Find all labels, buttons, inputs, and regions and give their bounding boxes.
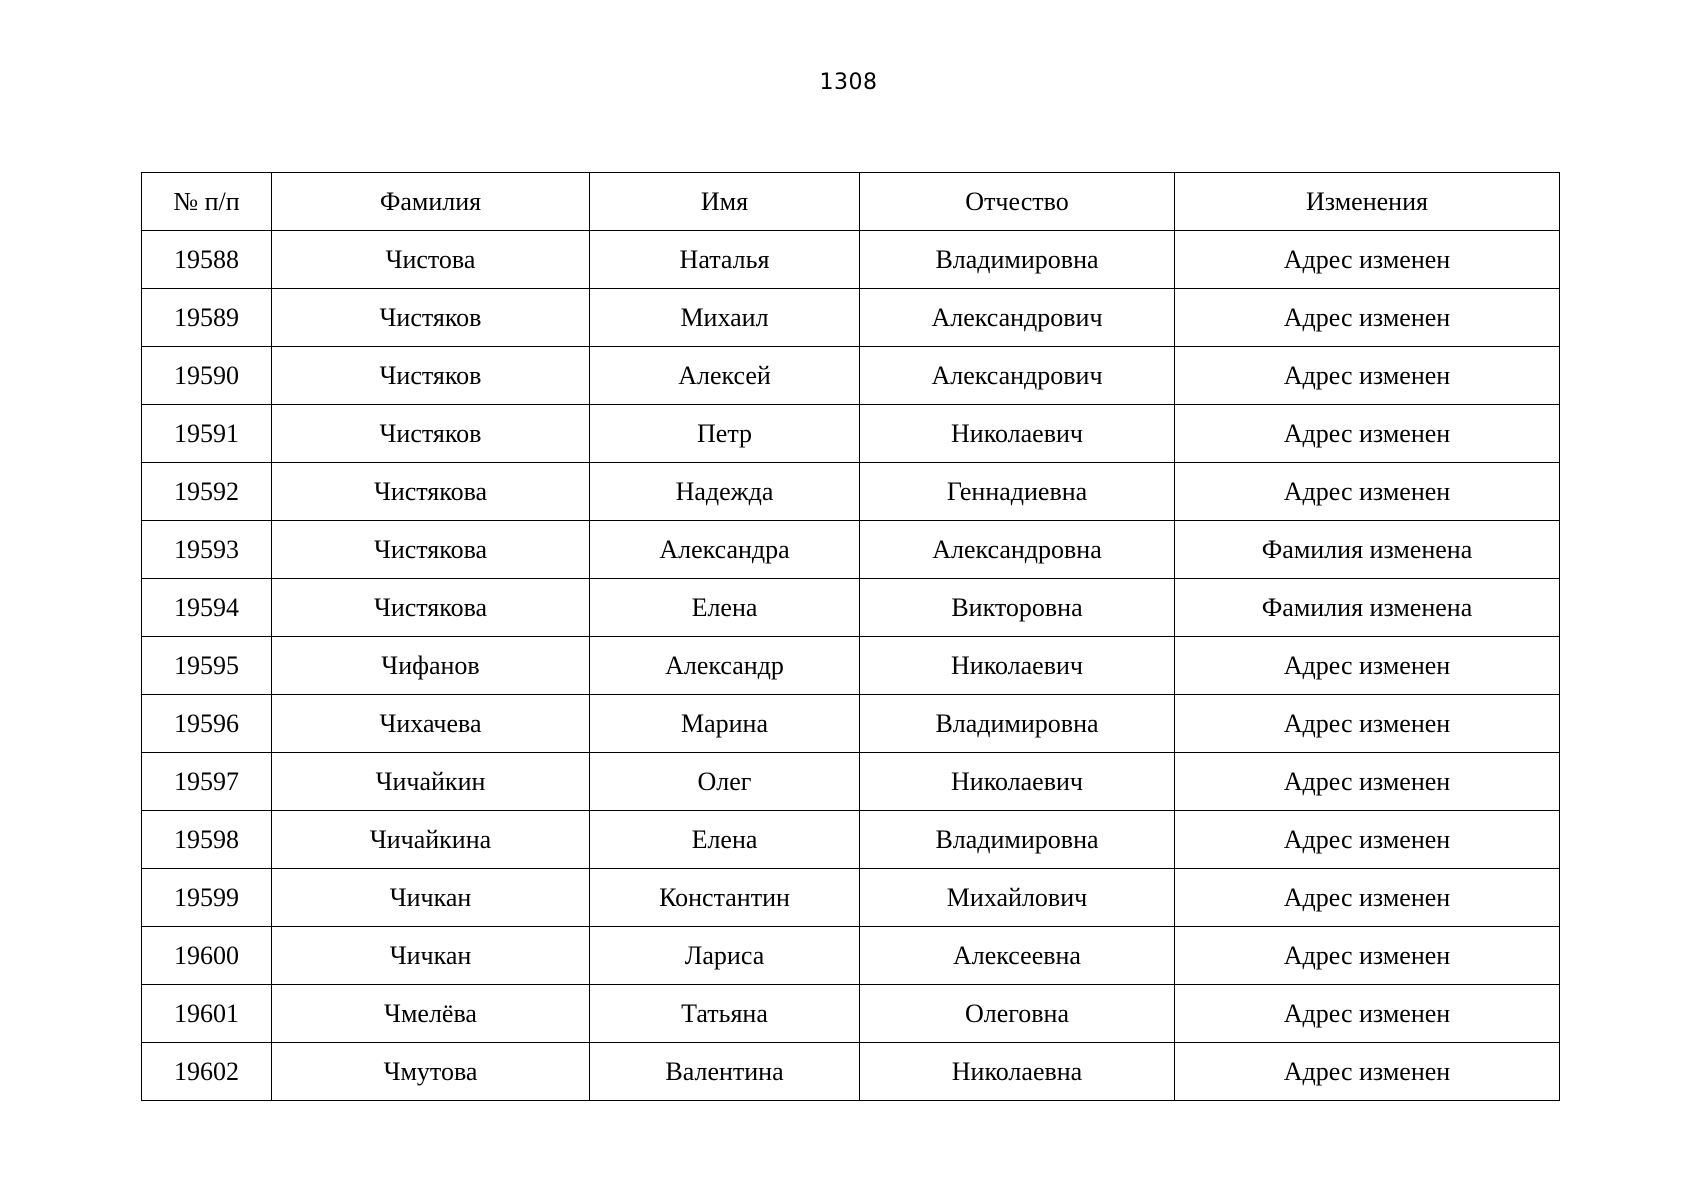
cell-last-name: Чичкан: [272, 927, 590, 985]
cell-patronymic: Александрович: [860, 289, 1175, 347]
table-row: [142, 347, 1560, 405]
cell-changes: Адрес изменен: [1175, 231, 1560, 289]
cell-first-name: Александра: [590, 521, 860, 579]
table-row: [142, 289, 1560, 347]
cell-last-name: Чмелёва: [272, 985, 590, 1043]
cell-number: 19593: [142, 521, 272, 579]
cell-number: 19590: [142, 347, 272, 405]
cell-patronymic: Владимировна: [860, 231, 1175, 289]
table-row: [142, 637, 1560, 695]
cell-changes: Адрес изменен: [1175, 463, 1560, 521]
table-row: [142, 579, 1560, 637]
header-last-name: Фамилия: [272, 173, 590, 231]
cell-patronymic: Владимировна: [860, 695, 1175, 753]
cell-first-name: Елена: [590, 579, 860, 637]
cell-last-name: Чистякова: [272, 463, 590, 521]
cell-changes: Адрес изменен: [1175, 869, 1560, 927]
table-row: [142, 1043, 1560, 1101]
cell-changes: Адрес изменен: [1175, 405, 1560, 463]
cell-changes: Адрес изменен: [1175, 289, 1560, 347]
cell-number: 19601: [142, 985, 272, 1043]
cell-number: 19595: [142, 637, 272, 695]
header-first-name: Имя: [590, 173, 860, 231]
cell-patronymic: Николаевна: [860, 1043, 1175, 1101]
cell-number: 19596: [142, 695, 272, 753]
cell-last-name: Чифанов: [272, 637, 590, 695]
cell-first-name: Валентина: [590, 1043, 860, 1101]
cell-last-name: Чистяков: [272, 289, 590, 347]
cell-first-name: Константин: [590, 869, 860, 927]
cell-first-name: Алексей: [590, 347, 860, 405]
cell-number: 19598: [142, 811, 272, 869]
cell-patronymic: Николаевич: [860, 405, 1175, 463]
cell-last-name: Чихачева: [272, 695, 590, 753]
cell-number: 19588: [142, 231, 272, 289]
table-row: [142, 753, 1560, 811]
cell-patronymic: Геннадиевна: [860, 463, 1175, 521]
table-row: [142, 927, 1560, 985]
cell-number: 19589: [142, 289, 272, 347]
cell-last-name: Чистякова: [272, 579, 590, 637]
header-patronymic: Отчество: [860, 173, 1175, 231]
cell-last-name: Чистова: [272, 231, 590, 289]
table-row: [142, 985, 1560, 1043]
cell-number: 19592: [142, 463, 272, 521]
cell-number: 19591: [142, 405, 272, 463]
page-number: 1308: [819, 70, 878, 95]
cell-last-name: Чистяков: [272, 405, 590, 463]
cell-patronymic: Михайлович: [860, 869, 1175, 927]
cell-changes: Адрес изменен: [1175, 927, 1560, 985]
cell-changes: Адрес изменен: [1175, 811, 1560, 869]
cell-patronymic: Владимировна: [860, 811, 1175, 869]
header-changes: Изменения: [1175, 173, 1560, 231]
cell-changes: Адрес изменен: [1175, 1043, 1560, 1101]
cell-first-name: Александр: [590, 637, 860, 695]
cell-number: 19594: [142, 579, 272, 637]
cell-number: 19600: [142, 927, 272, 985]
table-row: [142, 811, 1560, 869]
cell-patronymic: Николаевич: [860, 637, 1175, 695]
cell-first-name: Михаил: [590, 289, 860, 347]
cell-changes: Адрес изменен: [1175, 695, 1560, 753]
cell-patronymic: Олеговна: [860, 985, 1175, 1043]
cell-changes: Адрес изменен: [1175, 347, 1560, 405]
cell-last-name: Чмутова: [272, 1043, 590, 1101]
cell-first-name: Петр: [590, 405, 860, 463]
cell-changes: Адрес изменен: [1175, 753, 1560, 811]
cell-changes: Адрес изменен: [1175, 985, 1560, 1043]
cell-first-name: Надежда: [590, 463, 860, 521]
cell-first-name: Лариса: [590, 927, 860, 985]
cell-last-name: Чичкан: [272, 869, 590, 927]
registry-table: [141, 172, 1560, 1101]
table-row: [142, 231, 1560, 289]
table-row: [142, 695, 1560, 753]
cell-first-name: Олег: [590, 753, 860, 811]
table-row: [142, 869, 1560, 927]
cell-last-name: Чистякова: [272, 521, 590, 579]
header-number: № п/п: [142, 173, 272, 231]
table-body: [142, 231, 1560, 1101]
cell-last-name: Чистяков: [272, 347, 590, 405]
cell-changes: Фамилия изменена: [1175, 521, 1560, 579]
cell-number: 19602: [142, 1043, 272, 1101]
cell-patronymic: Александровна: [860, 521, 1175, 579]
cell-patronymic: Алексеевна: [860, 927, 1175, 985]
cell-number: 19599: [142, 869, 272, 927]
table-row: [142, 521, 1560, 579]
cell-last-name: Чичайкина: [272, 811, 590, 869]
cell-patronymic: Николаевич: [860, 753, 1175, 811]
cell-changes: Фамилия изменена: [1175, 579, 1560, 637]
table-row: [142, 463, 1560, 521]
table-header-row: [142, 173, 1560, 231]
cell-first-name: Татьяна: [590, 985, 860, 1043]
cell-first-name: Марина: [590, 695, 860, 753]
table-row: [142, 405, 1560, 463]
cell-first-name: Елена: [590, 811, 860, 869]
cell-patronymic: Викторовна: [860, 579, 1175, 637]
cell-number: 19597: [142, 753, 272, 811]
cell-changes: Адрес изменен: [1175, 637, 1560, 695]
cell-last-name: Чичайкин: [272, 753, 590, 811]
cell-patronymic: Александрович: [860, 347, 1175, 405]
cell-first-name: Наталья: [590, 231, 860, 289]
